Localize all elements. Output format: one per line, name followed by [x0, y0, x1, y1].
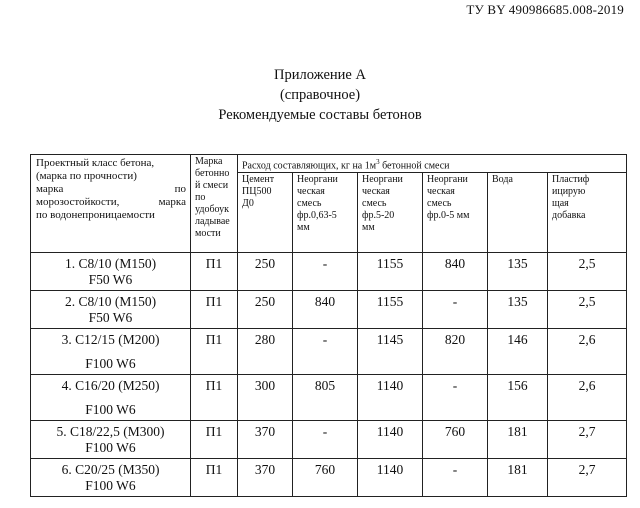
cell-agg1: 760	[293, 459, 358, 497]
header-class-line: морозостойкости, марка	[36, 196, 186, 208]
header-agg3-line: Неоргани	[427, 174, 468, 186]
cell-water: 135	[488, 253, 548, 291]
header-agg1-line: Неоргани	[297, 174, 338, 186]
document-code: ТУ BY 490986685.008-2019	[466, 2, 624, 17]
header-cement-line: ПЦ500	[242, 186, 272, 198]
cell-water: 181	[488, 459, 548, 497]
cell-plast: 2,7	[548, 421, 627, 459]
header-agg1-line: фр.0,63-5	[297, 210, 337, 222]
concrete-mix-table	[30, 154, 627, 497]
cell-agg2: 1155	[358, 253, 423, 291]
cell-mark: П1	[191, 329, 238, 375]
cell-mark: П1	[191, 375, 238, 421]
table-row	[31, 291, 627, 329]
cell-agg1: -	[293, 421, 358, 459]
cell-agg3: -	[423, 375, 488, 421]
cell-water: 135	[488, 291, 548, 329]
concrete-grades-line: F100 W6	[85, 402, 136, 418]
header-agg2	[358, 173, 423, 253]
cell-cement: 280	[238, 329, 293, 375]
concrete-class-line: 4. С16/20 (М250)	[61, 378, 160, 394]
header-agg2-line: фр.5-20	[362, 210, 395, 222]
concrete-class-line: 6. С20/25 (М350)	[61, 462, 160, 478]
header-class-line: (марка по прочности)	[36, 170, 137, 182]
cell-cement: 250	[238, 253, 293, 291]
header-plast-line: щая	[552, 198, 569, 210]
cell-agg3: -	[423, 459, 488, 497]
cell-plast: 2,7	[548, 459, 627, 497]
header-mark-line: Марка	[195, 156, 223, 167]
concrete-grades-line: F100 W6	[85, 478, 136, 494]
header-class-line: по водонепроницаемости	[36, 209, 155, 221]
header-mark-line: мости	[195, 228, 221, 239]
concrete-class-line: 1. С8/10 (М150)	[64, 256, 157, 272]
table-row	[31, 329, 627, 375]
concrete-grades-line: F50 W6	[88, 310, 133, 326]
header-agg3-line: ческая	[427, 186, 455, 198]
header-agg1-line: мм	[297, 222, 310, 234]
appendix-title: Приложение А	[274, 67, 366, 83]
cell-plast: 2,6	[548, 375, 627, 421]
header-mark-line: бетонно	[195, 168, 230, 179]
cell-mark: П1	[191, 253, 238, 291]
table-row	[31, 421, 627, 459]
cell-cement: 370	[238, 459, 293, 497]
cell-water: 146	[488, 329, 548, 375]
header-agg3-line: фр.0-5 мм	[427, 210, 470, 222]
header-agg2-line: смесь	[362, 198, 387, 210]
header-cement	[238, 173, 293, 253]
header-agg2-line: Неоргани	[362, 174, 403, 186]
cell-agg1: -	[293, 329, 358, 375]
cell-agg2: 1140	[358, 375, 423, 421]
consumption-label: Расход составляющих, кг на 1м	[242, 160, 377, 172]
titles-block	[0, 65, 640, 125]
concrete-class-line: 2. С8/10 (М150)	[64, 294, 157, 310]
cell-water: 156	[488, 375, 548, 421]
cell-agg2: 1140	[358, 459, 423, 497]
cell-agg3: 840	[423, 253, 488, 291]
concrete-grades-line: F100 W6	[85, 440, 136, 456]
cell-agg1: 840	[293, 291, 358, 329]
header-agg3	[423, 173, 488, 253]
header-mark-line: й смеси	[195, 180, 229, 191]
header-agg3-line: смесь	[427, 198, 452, 210]
table-row	[31, 375, 627, 421]
cell-agg2: 1140	[358, 421, 423, 459]
cell-concrete-class	[31, 253, 191, 291]
header-class-line: марка по	[36, 183, 186, 195]
concrete-grades-line: F50 W6	[88, 272, 133, 288]
cell-concrete-class	[31, 375, 191, 421]
cell-plast: 2,5	[548, 291, 627, 329]
cell-agg1: -	[293, 253, 358, 291]
cell-concrete-class	[31, 421, 191, 459]
cell-agg2: 1155	[358, 291, 423, 329]
cell-agg1: 805	[293, 375, 358, 421]
cell-agg3: 760	[423, 421, 488, 459]
cell-cement: 300	[238, 375, 293, 421]
concrete-grades-line: F100 W6	[85, 356, 136, 372]
cell-concrete-class	[31, 459, 191, 497]
header-agg2-line: ческая	[362, 186, 390, 198]
header-cement-line: Цемент	[242, 174, 275, 186]
cell-plast: 2,6	[548, 329, 627, 375]
header-class-line: Проектный класс бетона,	[36, 157, 155, 169]
line-gap	[33, 394, 188, 402]
table-row	[31, 253, 627, 291]
header-plast-line: добавка	[552, 210, 586, 222]
cell-cement: 370	[238, 421, 293, 459]
cell-agg3: -	[423, 291, 488, 329]
appendix-type: (справочное)	[279, 87, 361, 103]
header-water: Вода	[488, 173, 548, 253]
header-consumption	[238, 155, 627, 173]
cell-plast: 2,5	[548, 253, 627, 291]
header-class	[31, 155, 191, 253]
table-row	[31, 459, 627, 497]
header-agg1	[293, 173, 358, 253]
consumption-label-end: бетонной смеси	[379, 160, 450, 172]
header-cement-line: Д0	[242, 198, 254, 210]
consumption-sup: 3	[376, 158, 380, 166]
concrete-class-line: 5. С18/22,5 (М300)	[56, 424, 165, 440]
table-title: Рекомендуемые составы бетонов	[218, 107, 422, 123]
concrete-class-line: 3. С12/15 (М200)	[61, 332, 160, 348]
header-mark-line: ладывае	[195, 216, 230, 227]
header-agg1-line: ческая	[297, 186, 325, 198]
cell-mark: П1	[191, 421, 238, 459]
header-plast-line: Пластиф	[552, 174, 590, 186]
header-agg1-line: смесь	[297, 198, 322, 210]
cell-mark: П1	[191, 291, 238, 329]
line-gap	[33, 348, 188, 356]
header-mark-line: по	[195, 192, 206, 203]
cell-mark: П1	[191, 459, 238, 497]
cell-agg3: 820	[423, 329, 488, 375]
header-mark-line: удобоук	[195, 204, 230, 215]
header-mark	[191, 155, 238, 253]
cell-water: 181	[488, 421, 548, 459]
cell-concrete-class	[31, 329, 191, 375]
cell-concrete-class	[31, 291, 191, 329]
cell-agg2: 1145	[358, 329, 423, 375]
header-plast-line: ицирую	[552, 186, 586, 198]
header-agg2-line: мм	[362, 222, 375, 234]
header-plasticizer	[548, 173, 627, 253]
cell-cement: 250	[238, 291, 293, 329]
